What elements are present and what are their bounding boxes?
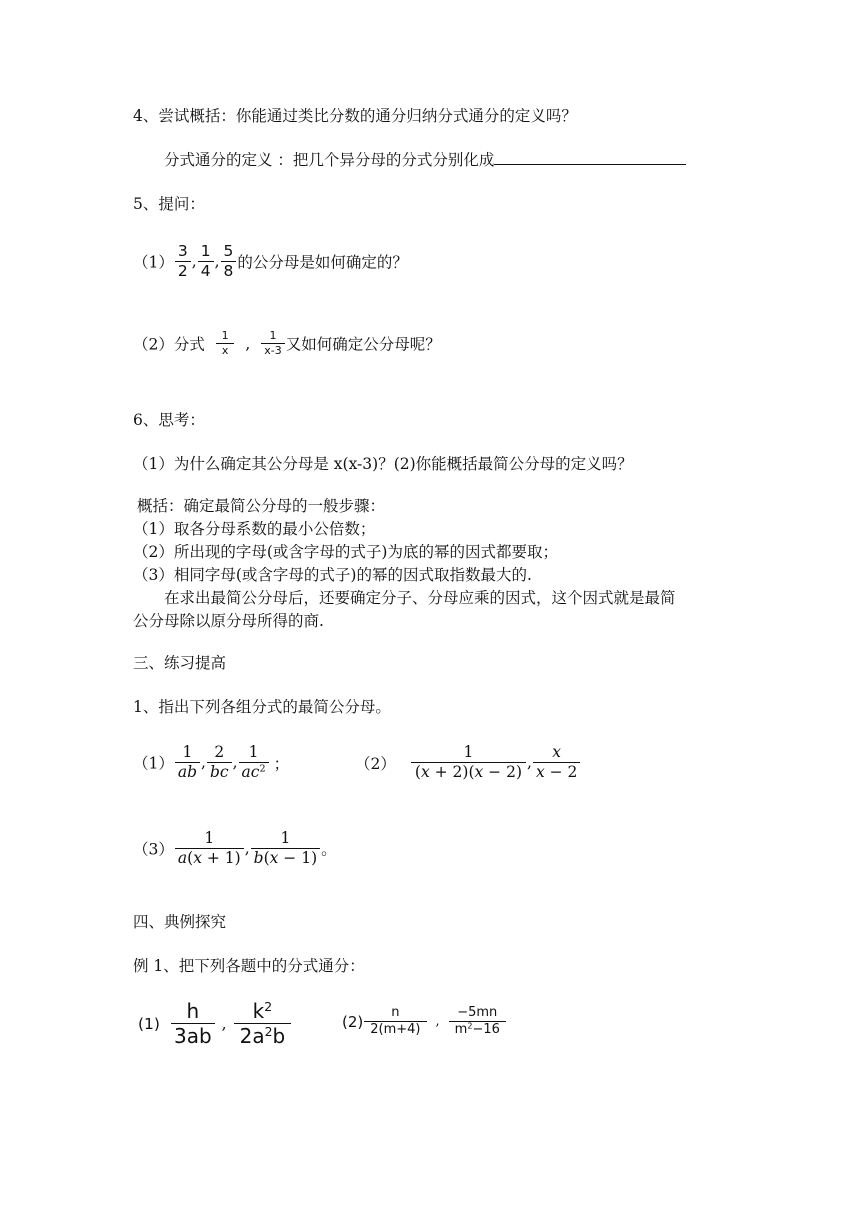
q6-step-2: （2）所出现的字母(或含字母的式子)为底的幂的因式都要取；: [133, 543, 558, 561]
q6-summary-title: 概括：确定最简公分母的一般步骤：: [137, 497, 386, 515]
example-part-1: (1) $\frac{h}{3ab}$ , $\frac{k^2}{2a^2b}$: [138, 1000, 292, 1047]
item2-suffix: 又如何确定公分母呢？: [285, 335, 441, 354]
part-1-label: (1): [138, 1014, 160, 1033]
fraction-n-over-2-m-plus-4: $\frac{n}{2(m+4)}$: [364, 1006, 426, 1038]
item1-label: （1）: [133, 253, 174, 272]
fraction-k2-over-2a2b: $\frac{k^2}{2a^2b}$: [234, 1000, 292, 1047]
q5-item2: （2）分式 $\frac{1}{x}$ , $\frac{1}{x-3}$ 又如何确定公分母呢？: [133, 329, 441, 358]
fraction-1-x: $\frac{1}{x}$: [216, 330, 235, 357]
exercise-3-suffix: 。: [321, 840, 337, 859]
fraction-neg5mn-over-m2-minus-16: $\frac{-5mn}{m^2-16}$: [449, 1006, 506, 1038]
section4-example: 例 1、把下列各题中的分式通分：: [133, 957, 365, 975]
q5-item1: （1） $\frac{3}{2}$ , $\frac{1}{4}$ , $\frac{5}{8}$ 的公分母是如何确定的？: [133, 242, 408, 281]
example-part-2: (2) $\frac{n}{2(m+4)}$ , $\frac{-5mn}{m^2-16}$: [342, 1006, 507, 1038]
fraction-1-4: $\frac{1}{4}$: [198, 243, 214, 280]
exercise-1-label: （1）: [133, 754, 174, 773]
exercise-3-label: （3）: [133, 840, 174, 859]
part-2-label: (2): [342, 1012, 364, 1031]
section3-q1: 1、指出下列各组分式的最简公分母。: [133, 698, 391, 716]
exercise-2-label: （2）: [355, 754, 396, 773]
q4-heading: 4、尝试概括：你能通过类比分数的通分归纳分式通分的定义吗？: [133, 107, 577, 125]
q6-step-1: （1）取各分母系数的最小公倍数；: [133, 520, 376, 538]
fraction-1-x-3: $\frac{1}{x-3}$: [261, 330, 284, 357]
item1-suffix: 的公分母是如何确定的？: [237, 253, 408, 272]
exercise-1: （1） $\frac{1}{ab}$ , $\frac{2}{bc}$ , $\frac{1}{ac^2}$ ；: [133, 743, 290, 782]
definition-text: 分式通分的定义 ：把几个异分母的分式分别化成: [164, 151, 495, 169]
section4-heading: 四、典例探究: [133, 913, 227, 931]
fraction-1-over-b-x-minus-1: $\frac{1}{b(x - 1)}$: [251, 830, 321, 867]
fraction-3-2: $\frac{3}{2}$: [175, 243, 191, 280]
fraction-1-ab: $\frac{1}{ab}$: [175, 744, 200, 781]
q6-heading: 6、思考：: [133, 411, 205, 429]
q4-definition: [164, 150, 686, 170]
fraction-1-over-x-plus-2-x-minus-2: $\frac{1}{(x + 2)(x - 2)}$: [411, 744, 526, 781]
fraction-2-bc: $\frac{2}{bc}$: [207, 744, 232, 781]
fraction-x-over-x-minus-2: $\frac{x}{x - 2}$: [533, 744, 580, 781]
q6-paragraph-line2: 公分母除以原分母所得的商.: [133, 612, 324, 630]
answer-blank: [494, 150, 686, 165]
q6-step-3: （3）相同字母(或含字母的式子)的幂的因式取指数最大的.: [133, 566, 532, 584]
q5-heading: 5、提问：: [133, 195, 205, 213]
exercise-1-suffix: ；: [273, 754, 290, 773]
exercise-2: （2） $\frac{1}{(x + 2)(x - 2)}$ , $\frac{x}{x - 2}$: [355, 744, 581, 781]
fraction-5-8: $\frac{5}{8}$: [221, 243, 237, 280]
item2-label: （2）分式: [133, 335, 205, 354]
exercise-3: （3） $\frac{1}{a(x + 1)}$ , $\frac{1}{b(x - 1)}$ 。: [133, 829, 337, 868]
q6-question: （1）为什么确定其公分母是 x(x-3)？(2)你能概括最简公分母的定义吗？: [133, 455, 633, 473]
fraction-h-over-3ab: $\frac{h}{3ab}$: [171, 1000, 215, 1047]
fraction-1-ac2: $\frac{1}{ac^2}$: [239, 744, 269, 781]
section3-heading: 三、练习提高: [133, 654, 227, 672]
fraction-1-over-a-x-plus-1: $\frac{1}{a(x + 1)}$: [175, 830, 244, 867]
q6-paragraph-line1: 在求出最简公分母后，还要确定分子、分母应乘的因式，这个因式就是最简: [164, 589, 676, 607]
